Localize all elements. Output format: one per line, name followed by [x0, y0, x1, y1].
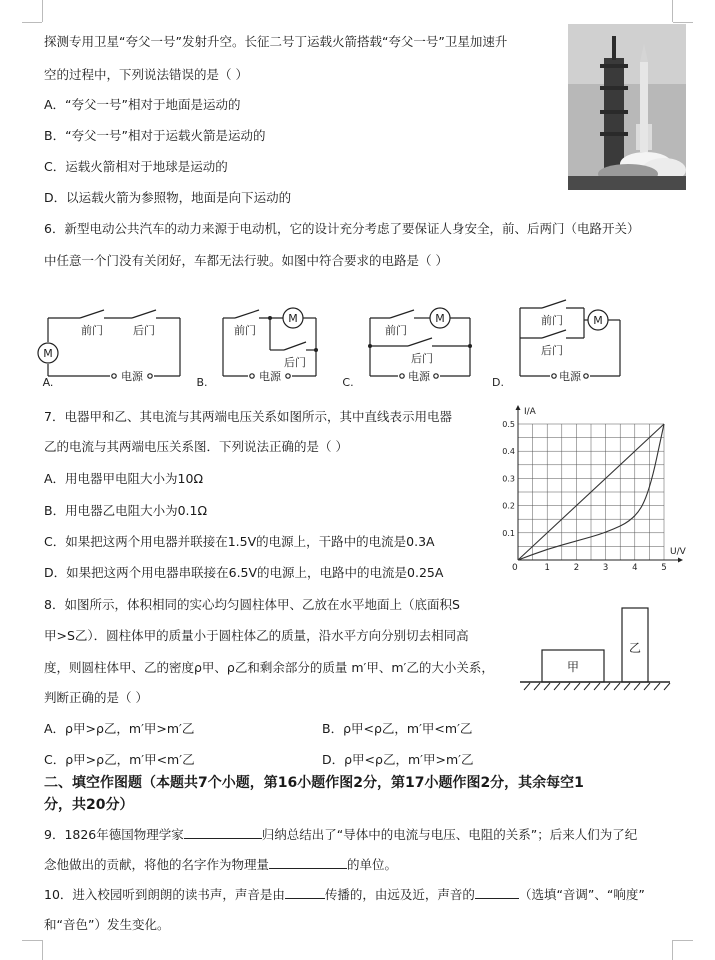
crop-mark — [42, 0, 43, 22]
circuit-b-label: B. — [196, 376, 208, 389]
crop-mark — [672, 0, 673, 22]
q9-text-part4: 的单位。 — [347, 857, 398, 872]
q9-text-part1: 9．1826年德国物理学家 — [44, 827, 184, 842]
q7-option-c: C．如果把这两个用电器并联接在1.5V的电源上，干路中的电流是0.3A — [44, 534, 435, 549]
q9-line1 — [44, 826, 637, 844]
y-tick-label: 0.4 — [502, 447, 515, 457]
x-tick-label: 4 — [632, 563, 638, 573]
q10-line2: 和“音色”）发生变化。 — [44, 917, 170, 932]
q7-stem-line1: 7．电器甲和乙、其电流与其两端电压关系如图所示，其中直线表示用电器 — [44, 409, 452, 424]
q5-stem-line2: 空的过程中，下列说法错误的是（ ） — [44, 67, 248, 82]
circuit-d-source: 电源 — [559, 370, 581, 383]
q9-text-part2: 归纳总结出了“导体中的电流与电压、电阻的关系”；后来人们为了纪 — [261, 827, 638, 842]
crop-mark — [673, 940, 693, 941]
y-tick-label: 0.1 — [502, 528, 515, 538]
y-tick-label: 0.3 — [502, 474, 515, 484]
q9-blank-1[interactable] — [184, 827, 262, 839]
rocket-launch-photo — [568, 24, 686, 190]
q10-text-part1: 10．进入校园听到朗朗的读书声，声音是由 — [44, 887, 285, 902]
crop-mark — [672, 940, 673, 960]
circuit-a-motor: M — [43, 347, 53, 360]
q9-blank-2[interactable] — [269, 857, 347, 869]
q10-blank-2[interactable] — [475, 887, 519, 899]
q5-option-a: A．“夸父一号”相对于地面是运动的 — [44, 97, 241, 112]
y-tick-label: 0.2 — [502, 501, 515, 511]
circuit-d-label: D. — [492, 376, 504, 389]
x-tick-label: 1 — [544, 563, 550, 573]
q5-stem-line1: 探测专用卫星“夸父一号”发射升空。长征二号丁运载火箭搭载“夸父一号”卫星加速升 — [44, 34, 508, 49]
q5-option-c: C．运载火箭相对于地球是运动的 — [44, 159, 228, 174]
circuit-b-back-door: 后门 — [284, 356, 306, 369]
x-tick-label: 3 — [602, 563, 609, 573]
circuit-b-motor: M — [288, 312, 298, 325]
chart-ticks — [502, 420, 666, 573]
circuit-c-motor: M — [435, 312, 445, 325]
q7-option-d: D．如果把这两个用电器串联接在6.5V的电源上，电路中的电流是0.25A — [44, 565, 444, 580]
y-tick-label: 0.5 — [502, 420, 515, 429]
q10-line1 — [44, 886, 645, 904]
section2-heading-line1: 二、填空作图题（本题共7个小题，第16小题作图2分，第17小题作图2分，其余每空1 — [44, 775, 584, 791]
q8-cylinders-figure — [520, 604, 670, 694]
crop-mark — [22, 22, 42, 23]
circuit-c-source: 电源 — [408, 370, 430, 383]
q8-option-c: C．ρ甲>ρ乙，m′甲<m′乙 — [44, 752, 195, 767]
crop-mark — [673, 22, 693, 23]
crop-mark — [22, 940, 42, 941]
y-axis-arrow — [516, 405, 521, 410]
circuit-b-source: 电源 — [259, 370, 281, 383]
q6-stem-line1: 6．新型电动公共汽车的动力来源于电动机，它的设计充分考虑了要保证人身安全，前、后两门（电路开关） — [44, 221, 640, 236]
circuit-c-label: C. — [342, 376, 354, 389]
circuit-d-motor: M — [593, 314, 603, 327]
q8-option-b: B．ρ甲<ρ乙，m′甲<m′乙 — [322, 721, 473, 736]
q10-text-part2: 传播的，由远及近，声音的 — [324, 887, 475, 902]
chart-xlabel: U/V — [670, 547, 686, 557]
q10-blank-1[interactable] — [285, 887, 325, 899]
cylinder-yi-label: 乙 — [628, 641, 642, 655]
iu-chart — [502, 404, 686, 574]
q8-option-a: A．ρ甲>ρ乙，m′甲>m′乙 — [44, 721, 195, 736]
section2-heading-line2: 分，共20分） — [44, 797, 134, 813]
circuit-c-back-door: 后门 — [411, 352, 433, 365]
q7-option-a: A．用电器甲电阻大小为10Ω — [44, 471, 204, 486]
q9-text-part3: 念他做出的贡献，将他的名字作为物理量 — [44, 857, 270, 872]
q7-stem-line2: 乙的电流与其两端电压关系图．下列说法正确的是（ ） — [44, 439, 348, 454]
q8-stem-line4: 判断正确的是（ ） — [44, 690, 148, 705]
circuit-d-front-door: 前门 — [541, 314, 563, 327]
x-tick-label: 2 — [573, 563, 580, 573]
chart-origin: 0 — [512, 563, 518, 573]
circuit-a-front-door: 前门 — [81, 324, 103, 337]
q10-text-part3: （选填“音调”、“响度” — [518, 887, 645, 902]
crop-mark — [42, 940, 43, 960]
q6-stem-line2: 中任意一个门没有关闭好，车都无法行驶。如图中符合要求的电路是（ ） — [44, 253, 448, 268]
q7-option-b: B．用电器乙电阻大小为0.1Ω — [44, 503, 208, 518]
q5-option-b: B．“夸父一号”相对于运载火箭是运动的 — [44, 128, 266, 143]
circuit-b-front-door: 前门 — [234, 324, 256, 337]
q8-stem-line2: 甲>S乙）．圆柱体甲的质量小于圆柱体乙的质量，沿水平方向分别切去相同高 — [44, 628, 469, 643]
circuit-a-source: 电源 — [121, 370, 143, 383]
circuit-a-back-door: 后门 — [133, 324, 155, 337]
circuit-a-label: A. — [42, 376, 54, 389]
q8-stem-line1: 8．如图所示，体积相同的实心均匀圆柱体甲、乙放在水平地面上（底面积S — [44, 597, 460, 612]
q8-option-d: D．ρ甲<ρ乙，m′甲>m′乙 — [322, 752, 474, 767]
q9-line2 — [44, 856, 397, 874]
chart-ylabel: I/A — [524, 407, 536, 417]
x-tick-label: 5 — [661, 563, 667, 573]
q8-stem-line3: 度，则圆柱体甲、乙的密度ρ甲、ρ乙和剩余部分的质量 m′甲、m′乙的大小关系， — [44, 660, 494, 675]
cylinder-jia-label: 甲 — [566, 660, 580, 674]
x-axis-arrow — [678, 558, 683, 563]
q5-option-d: D．以运载火箭为参照物，地面是向下运动的 — [44, 190, 292, 205]
q6-circuit-diagrams — [30, 288, 710, 398]
circuit-c-front-door: 前门 — [385, 324, 407, 337]
circuit-d-back-door: 后门 — [541, 344, 563, 357]
